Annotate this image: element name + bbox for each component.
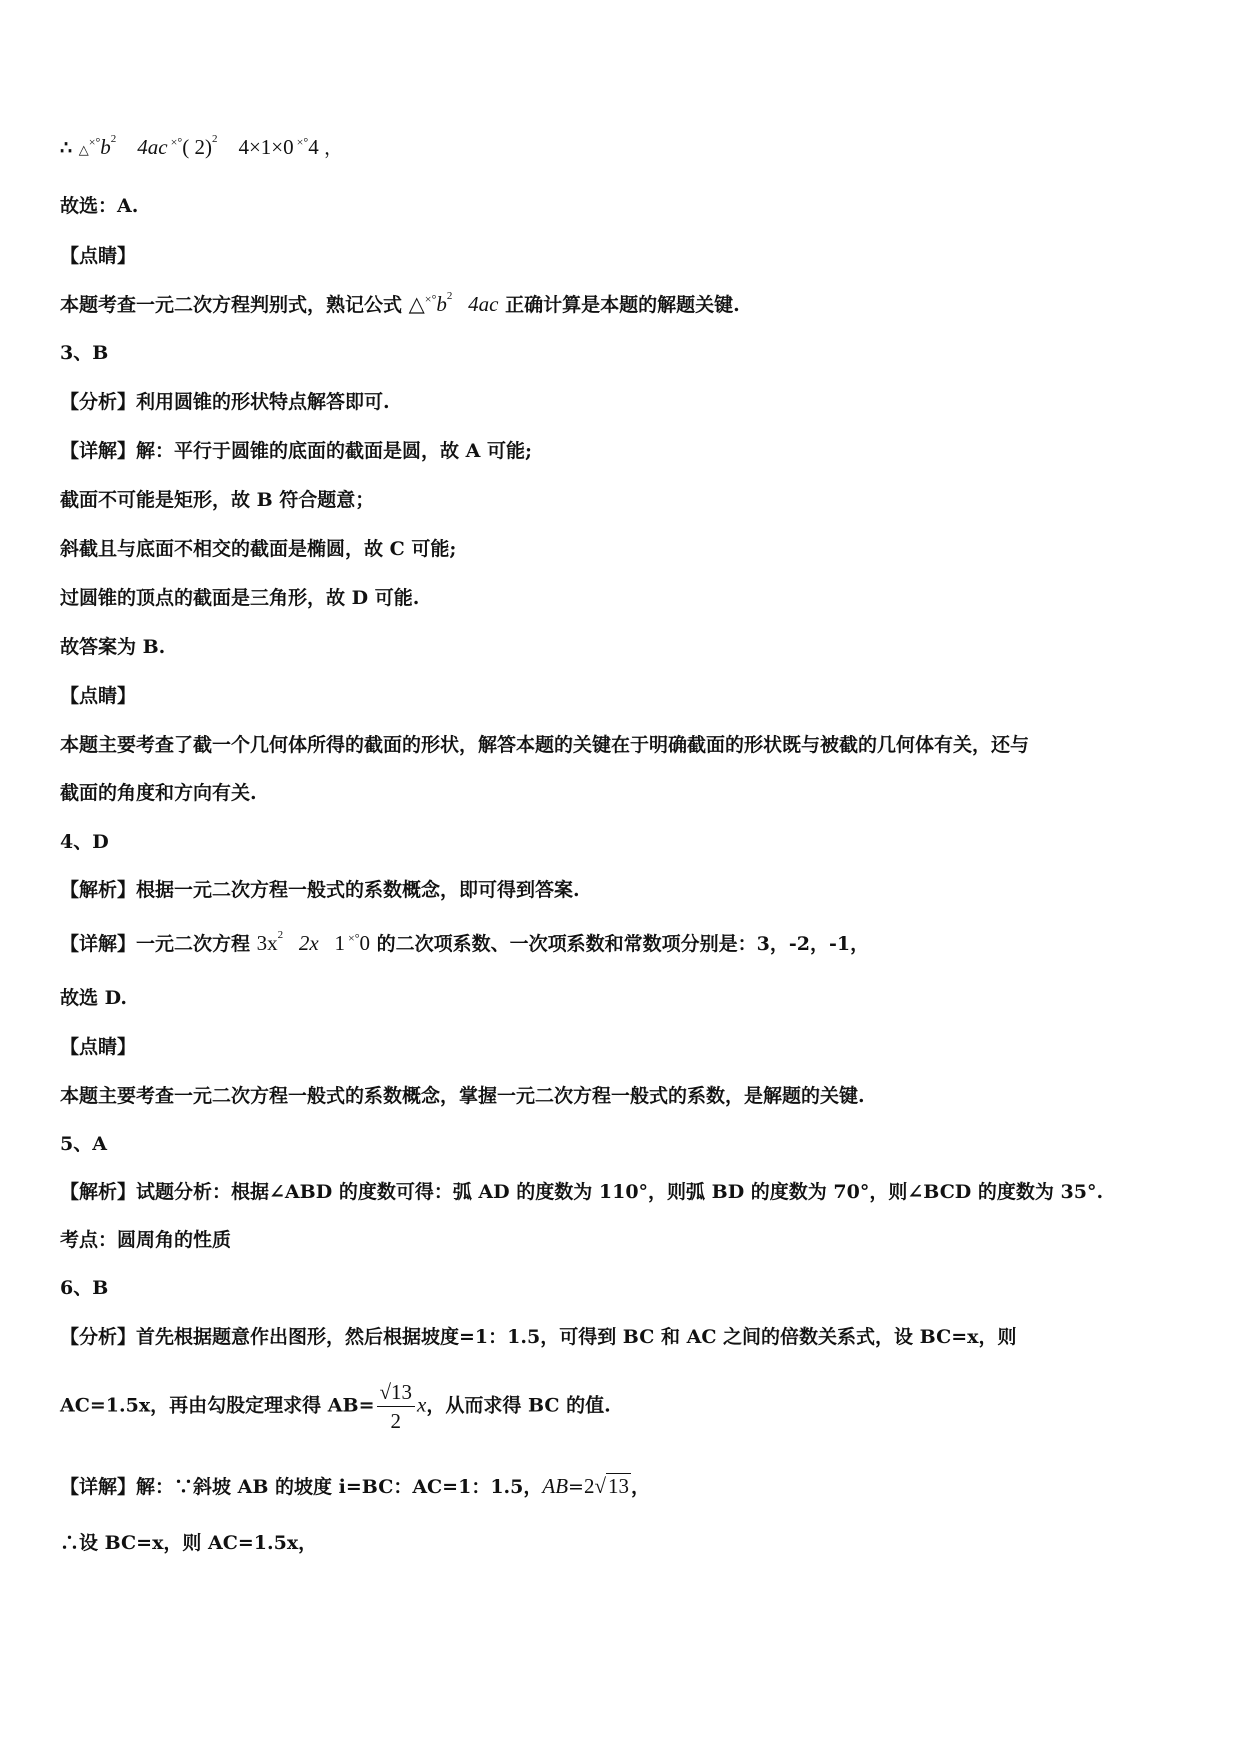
fraction: $\frac{√13}{2}$ [377, 1378, 416, 1435]
text-line: 考点：圆周角的性质 [60, 1229, 232, 1251]
question-number: 6、B [60, 1277, 109, 1299]
question-number: 5、A [60, 1133, 107, 1155]
text-line-sqrt: 【详解】解：∵斜坡 AB 的坡度 i=BC：AC=1：1.5，AB=2√13 ， [60, 1474, 651, 1498]
question-number: 4、D [60, 831, 109, 853]
text-line: 故选 D. [60, 987, 128, 1009]
text-line-formula: 本题考查一元二次方程判别式，熟记公式 $\triangle^{\times^\circ}b^2$ 4ac 正确计算是本题的解题关键. [60, 290, 740, 316]
formula-line-delta: ∴ $\triangle^{\times^\circ}b^2$ 4ac ×°( 2)$^2$ 4×1×0 ×°4 ， [60, 133, 343, 159]
text-line: 本题主要考查了截一个几何体所得的截面的形状，解答本题的关键在于明确截面的形状既与被截的几何体有关，还与 [60, 734, 1030, 756]
square-root: 2√13 [583, 1474, 629, 1498]
text-line: 过圆锥的顶点的截面是三角形，故 D 可能. [60, 587, 420, 609]
text-line: 【解析】根据一元二次方程一般式的系数概念，即可得到答案. [60, 879, 580, 901]
text-line: 【分析】利用圆锥的形状特点解答即可. [60, 391, 390, 413]
section-label-dianjing: 【点睛】 [60, 685, 137, 707]
text-line: 【解析】试题分析：根据∠ABD 的度数可得：弧 AD 的度数为 110°，则弧 BD 的度数为 70°，则∠BCD 的度数为 35°. [60, 1181, 1104, 1203]
text-line: 故答案为 B. [60, 636, 166, 658]
text-line: 截面不可能是矩形，故 B 符合题意； [60, 489, 375, 511]
question-number: 3、B [60, 342, 109, 364]
text-line: ∴设 BC=x，则 AC=1.5x， [60, 1532, 318, 1554]
text-line-formula: 【详解】一元二次方程 $3x^2$ 2x 1 ×°0 的二次项系数、一次项系数和常数项分别是：3，-2，-1， [60, 929, 870, 955]
text-line: 本题主要考查一元二次方程一般式的系数概念，掌握一元二次方程一般式的系数，是解题的关键. [60, 1085, 865, 1107]
section-label-dianjing: 【点睛】 [60, 245, 137, 267]
text-line-fraction: AC=1.5x，再由勾股定理求得 AB= $\frac{√13}{2}$ x，从而求得 BC 的值. [60, 1380, 611, 1433]
text-line: 【详解】解：平行于圆锥的底面的截面是圆，故 A 可能; [60, 440, 532, 462]
text-line: 【分析】首先根据题意作出图形，然后根据坡度=1：1.5，可得到 BC 和 AC 之间的倍数关系式，设 BC=x，则 [60, 1326, 1017, 1348]
text-line: 斜截且与底面不相交的截面是椭圆，故 C 可能; [60, 538, 457, 560]
text-line: 故选：A. [60, 195, 139, 217]
text-line: 截面的角度和方向有关. [60, 782, 257, 804]
section-label-dianjing: 【点睛】 [60, 1036, 137, 1058]
